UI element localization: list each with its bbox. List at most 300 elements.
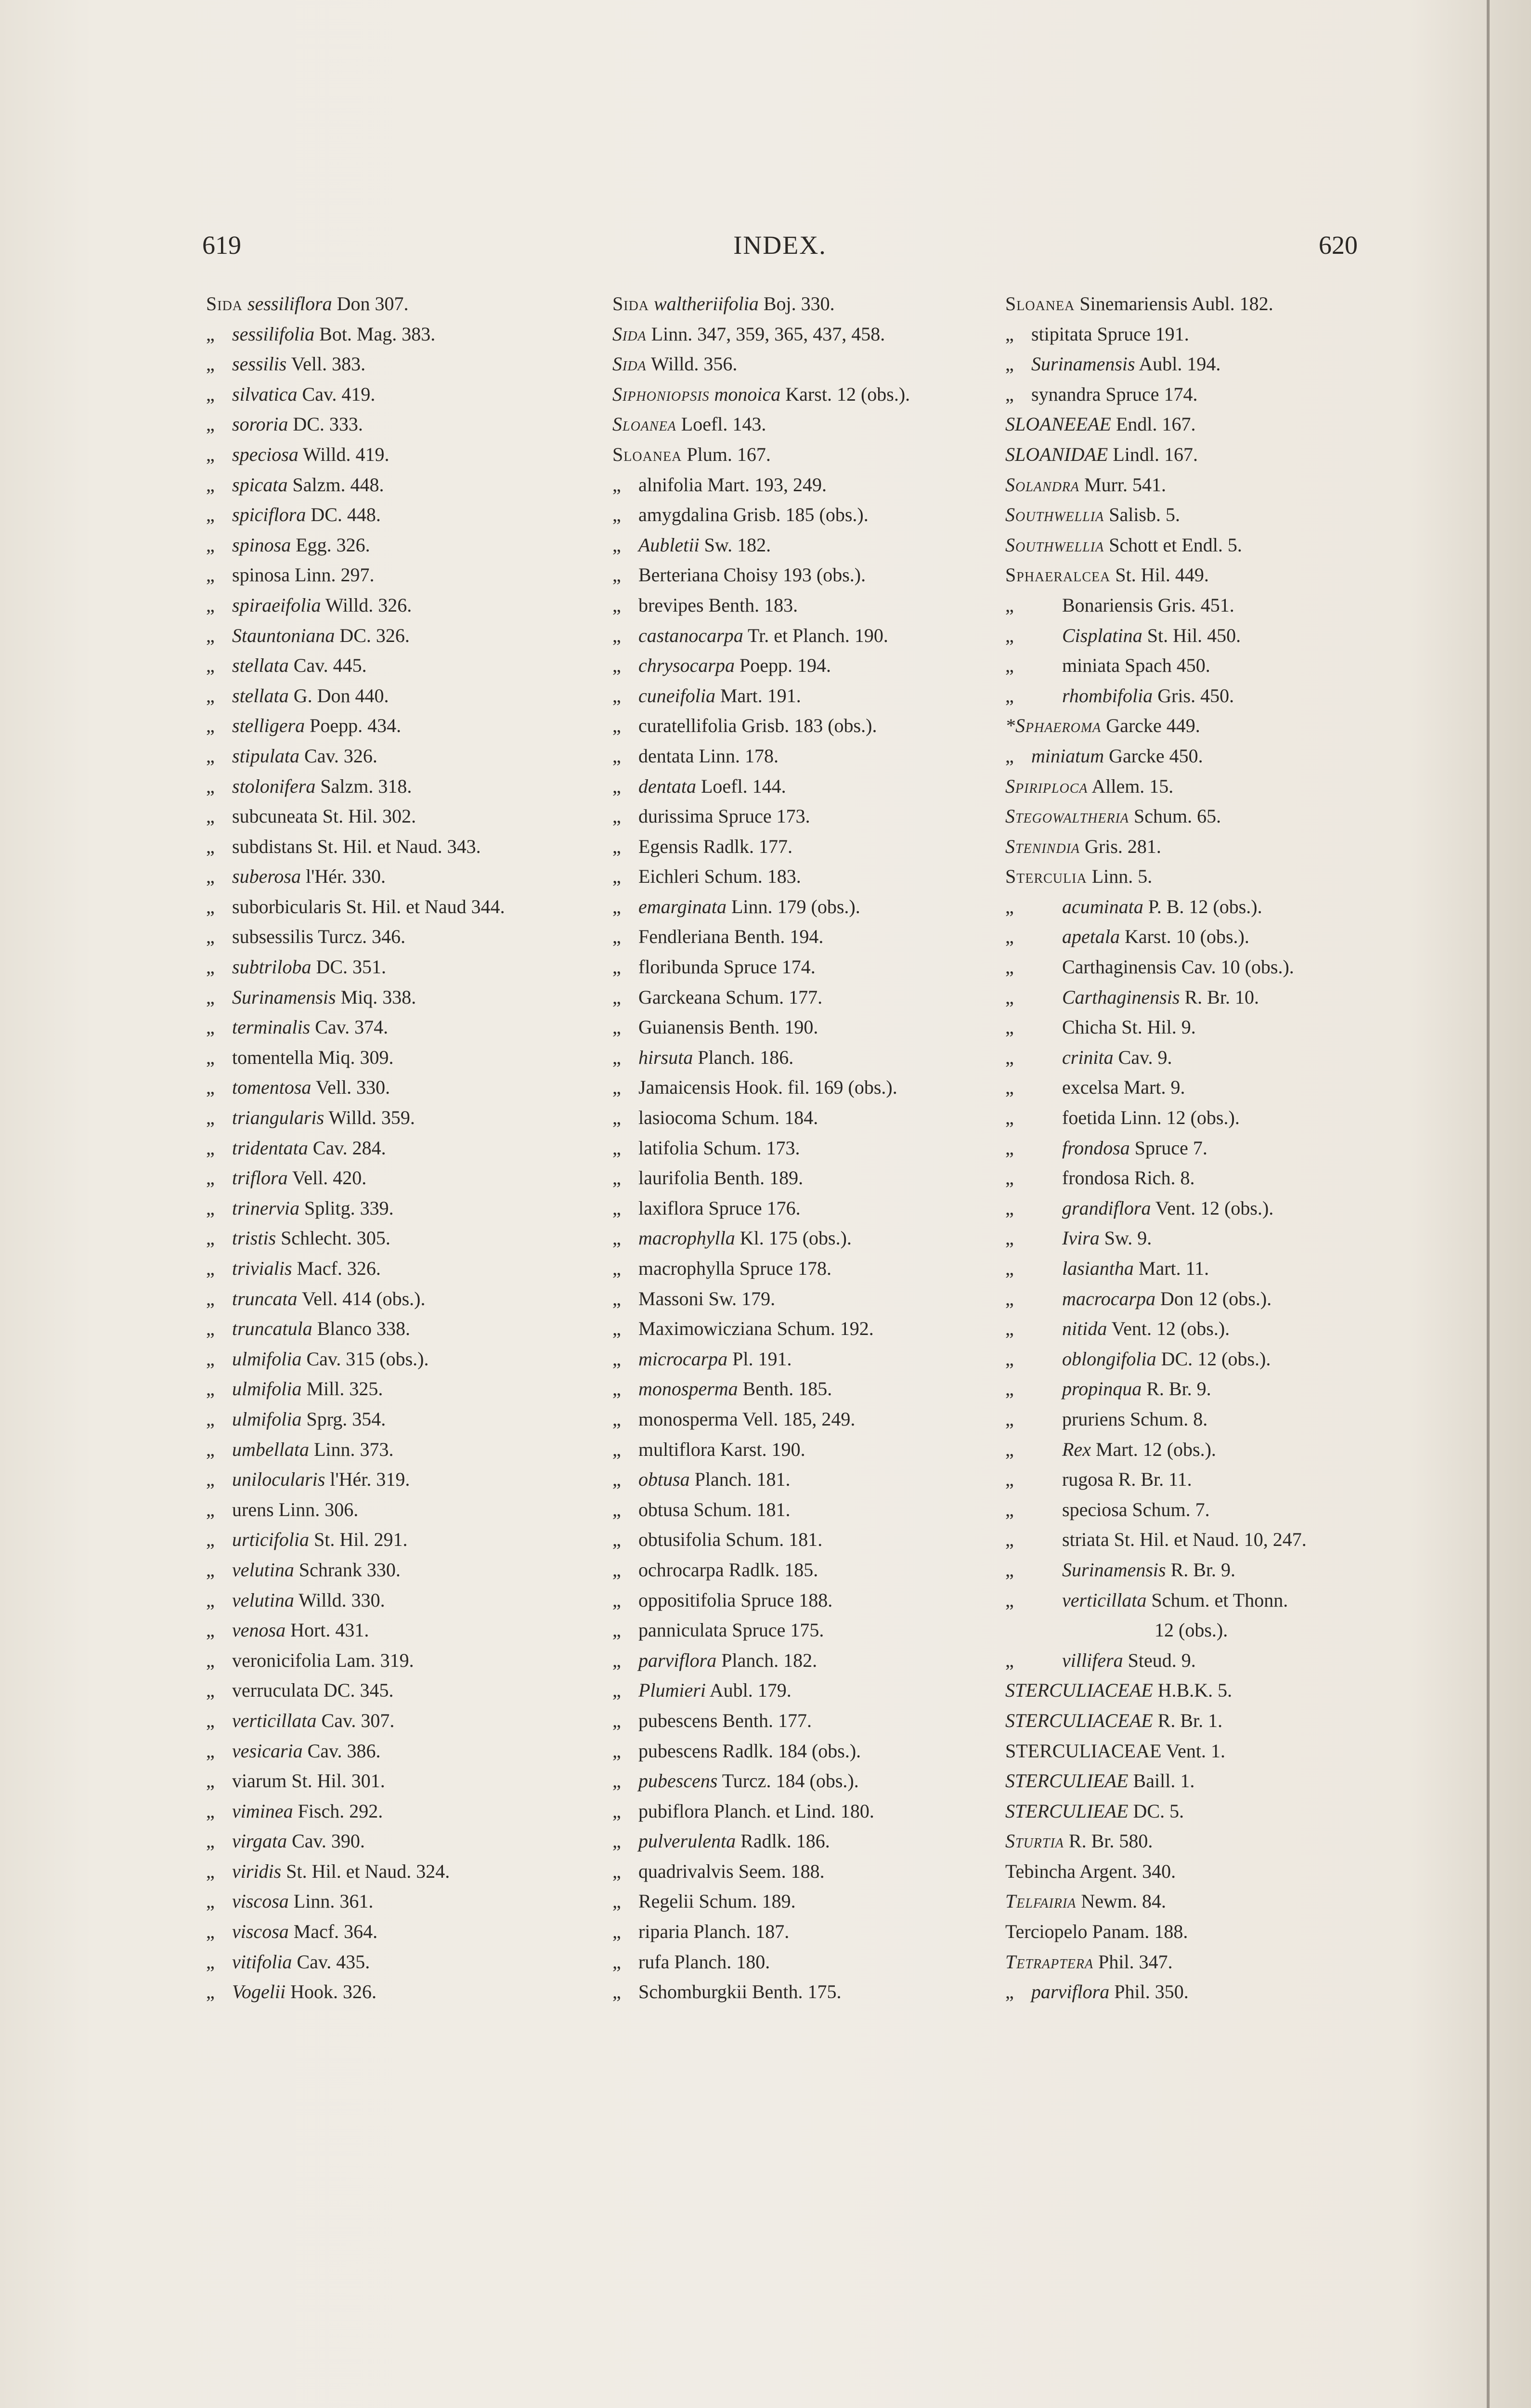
index-entry xyxy=(612,319,998,350)
family-name: STERCULIACEAE xyxy=(1005,1709,1153,1731)
ditto-mark: „ xyxy=(206,745,215,767)
species-name: subcuneata xyxy=(232,805,318,827)
species-epithet: grandiflora xyxy=(1062,1197,1151,1219)
ditto-mark: „ xyxy=(206,1197,215,1219)
ditto-mark: „ xyxy=(206,473,215,496)
index-entry xyxy=(206,982,601,1013)
index-entry xyxy=(1005,1344,1390,1374)
index-entry xyxy=(206,1706,601,1736)
species-epithet: acuminata xyxy=(1062,895,1143,917)
ditto-mark: „ xyxy=(206,1709,215,1731)
index-entry xyxy=(1005,500,1390,530)
species-name: laxiflora xyxy=(638,1197,704,1219)
author-reference: Mart. 9. xyxy=(1123,1076,1185,1099)
genus-name: Spiriploca xyxy=(1005,775,1088,797)
index-entry xyxy=(206,1435,601,1465)
species-name: Schomburgkii xyxy=(638,1981,747,2003)
species-name: suborbicularis xyxy=(232,895,341,917)
author-reference: St. Hil. 9. xyxy=(1121,1016,1196,1038)
species-epithet: chrysocarpa xyxy=(638,654,735,677)
author-reference: R. Br. 9. xyxy=(1170,1558,1236,1581)
species-epithet: stellata xyxy=(232,654,289,677)
ditto-mark: „ xyxy=(1005,654,1014,677)
species-name: stipitata xyxy=(1031,323,1092,345)
index-entry xyxy=(1005,801,1390,832)
ditto-mark: „ xyxy=(1005,1197,1014,1219)
index-entry xyxy=(612,590,998,621)
species-name: subsessilis xyxy=(232,926,313,948)
author-reference: Gris. 450. xyxy=(1157,684,1234,707)
author-reference: Linn. 12 (obs.). xyxy=(1120,1107,1240,1129)
species-name: Tebincha xyxy=(1005,1860,1076,1882)
species-name: monosperma xyxy=(638,1408,738,1430)
index-entry xyxy=(612,922,998,952)
author-reference: R. Br. 11. xyxy=(1118,1468,1192,1491)
author-reference: Loefl. 143. xyxy=(681,413,766,435)
index-entry xyxy=(1005,1675,1390,1706)
author-reference: Schum. 183. xyxy=(704,865,801,888)
index-entry xyxy=(1005,1585,1390,1616)
species-name: laurifolia xyxy=(638,1167,709,1189)
author-reference: Cav. 10 (obs.). xyxy=(1181,956,1294,978)
ditto-mark: „ xyxy=(206,1921,215,1943)
genus-name: Sloanea xyxy=(1005,293,1075,314)
ditto-mark: „ xyxy=(612,1468,621,1491)
genus-name: Stenindia xyxy=(1005,835,1080,857)
ditto-mark: „ xyxy=(206,1558,215,1581)
author-reference: Linn. 5. xyxy=(1091,865,1153,888)
index-entry xyxy=(206,500,601,530)
ditto-mark: „ xyxy=(1005,1438,1014,1460)
index-entry xyxy=(612,1947,998,1977)
index-entry xyxy=(1005,1012,1390,1043)
ditto-mark: „ xyxy=(206,1318,215,1340)
author-reference: Planch. 181. xyxy=(694,1468,791,1491)
species-epithet: virgata xyxy=(232,1830,287,1852)
index-entry xyxy=(206,1615,601,1646)
species-epithet: parviflora xyxy=(1031,1981,1110,2003)
species-epithet: stellata xyxy=(232,684,289,707)
species-name: striata xyxy=(1062,1529,1109,1551)
species-name: latifolia xyxy=(638,1137,699,1159)
genus-name: Sida xyxy=(206,293,243,314)
ditto-mark: „ xyxy=(612,1076,621,1099)
ditto-mark: „ xyxy=(206,1740,215,1762)
ditto-mark: „ xyxy=(206,1860,215,1882)
species-epithet: velutina xyxy=(232,1558,294,1581)
index-entry xyxy=(612,349,998,380)
index-entry xyxy=(612,892,998,922)
author-reference: St. Hil. et Naud 344. xyxy=(346,895,505,917)
species-name: pubescens xyxy=(638,1740,718,1762)
author-reference: Radlk. 186. xyxy=(740,1830,830,1852)
species-epithet: Aubletii xyxy=(638,534,700,556)
ditto-mark: „ xyxy=(1005,926,1014,948)
index-entry xyxy=(612,289,998,319)
author-reference: Schum. et Thonn. xyxy=(1151,1589,1288,1611)
author-reference: Radlk. 184 (obs.). xyxy=(722,1740,861,1762)
index-entry xyxy=(1005,1284,1390,1314)
species-epithet: sororia xyxy=(232,413,288,435)
ditto-mark: „ xyxy=(612,1197,621,1219)
author-reference: Don 307. xyxy=(337,293,409,314)
index-entry xyxy=(612,1344,998,1374)
species-epithet: emarginata xyxy=(638,895,727,917)
index-entry xyxy=(1005,1615,1390,1646)
species-epithet: villifera xyxy=(1062,1649,1123,1671)
author-reference: DC. 5. xyxy=(1133,1800,1184,1822)
ditto-mark: „ xyxy=(1005,1227,1014,1249)
index-entry xyxy=(206,1404,601,1435)
species-name: Egensis xyxy=(638,835,699,857)
index-entry xyxy=(612,1254,998,1284)
index-entry xyxy=(1005,1736,1390,1767)
ditto-mark: „ xyxy=(1005,1046,1014,1068)
index-entry xyxy=(206,862,601,892)
index-entry xyxy=(1005,1555,1390,1585)
genus-name: Telfairia xyxy=(1005,1890,1077,1912)
ditto-mark: „ xyxy=(612,1408,621,1430)
author-reference: Radlk. 177. xyxy=(703,835,792,857)
index-entry xyxy=(1005,1103,1390,1133)
author-reference: Karst. 10 (obs.). xyxy=(1124,926,1249,948)
author-reference: St. Hil. 450. xyxy=(1147,624,1241,646)
ditto-mark: „ xyxy=(206,594,215,616)
genus-name: Sphaeralcea xyxy=(1005,564,1111,586)
index-entry xyxy=(206,349,601,380)
author-reference: Garcke 450. xyxy=(1109,745,1203,767)
ditto-mark: „ xyxy=(612,1709,621,1731)
author-reference: Linn. 361. xyxy=(293,1890,374,1912)
index-entry xyxy=(1005,1133,1390,1164)
author-reference: Turcz. 346. xyxy=(318,926,406,948)
ditto-mark: „ xyxy=(612,564,621,586)
ditto-mark: „ xyxy=(1005,1981,1014,2003)
ditto-mark: „ xyxy=(612,1589,621,1611)
index-entry xyxy=(1005,862,1390,892)
author-reference: Aubl. 179. xyxy=(709,1679,791,1701)
page-title: INDEX. xyxy=(733,231,827,260)
index-entry xyxy=(1005,380,1390,410)
author-reference: Rich. 8. xyxy=(1134,1167,1195,1189)
index-entry xyxy=(206,832,601,862)
author-reference: Mart. 12 (obs.). xyxy=(1095,1438,1216,1460)
ditto-mark: „ xyxy=(206,684,215,707)
index-entry xyxy=(206,1103,601,1133)
species-epithet: pubescens xyxy=(638,1770,718,1792)
author-reference: Schum. 192. xyxy=(777,1318,874,1340)
author-reference: Salzm. 318. xyxy=(320,775,412,797)
species-name: amygdalina xyxy=(638,504,728,526)
author-reference: Mart. 11. xyxy=(1138,1257,1209,1279)
species-epithet: ulmifolia xyxy=(232,1408,302,1430)
species-epithet: trivialis xyxy=(232,1257,292,1279)
family-name: STERCULIEAE xyxy=(1005,1800,1129,1822)
index-entry xyxy=(612,1043,998,1073)
author-reference: Planch. 187. xyxy=(693,1921,790,1943)
index-entry xyxy=(1005,1435,1390,1465)
species-epithet: ulmifolia xyxy=(232,1378,302,1400)
ditto-mark: „ xyxy=(612,1921,621,1943)
ditto-mark: „ xyxy=(612,895,621,917)
ditto-mark: „ xyxy=(206,1408,215,1430)
author-reference: Hort. 431. xyxy=(290,1619,369,1641)
species-epithet: stelligera xyxy=(232,715,305,737)
species-epithet: suberosa xyxy=(232,865,301,888)
author-reference: Karst. 12 (obs.). xyxy=(785,383,910,405)
ditto-mark: „ xyxy=(1005,1167,1014,1189)
species-epithet: dentata xyxy=(638,775,696,797)
family-name: SLOANEEAE xyxy=(1005,413,1111,435)
author-reference: Sprg. 354. xyxy=(306,1408,386,1430)
author-reference: Willd. 330. xyxy=(298,1589,385,1611)
index-entry xyxy=(1005,1073,1390,1103)
ditto-mark: „ xyxy=(1005,1589,1014,1611)
ditto-mark: „ xyxy=(206,1890,215,1912)
species-name: excelsa xyxy=(1062,1076,1119,1099)
genus-name: Sida xyxy=(612,353,647,375)
genus-name: Southwellia xyxy=(1005,534,1104,556)
index-entry xyxy=(1005,560,1390,590)
species-epithet: viridis xyxy=(232,1860,282,1882)
index-entry xyxy=(206,1344,601,1374)
ditto-mark: „ xyxy=(206,1981,215,2003)
species-name: spinosa xyxy=(232,564,290,586)
species-epithet: tristis xyxy=(232,1227,276,1249)
author-reference: Lam. 319. xyxy=(335,1649,414,1671)
ditto-mark: „ xyxy=(206,383,215,405)
ditto-mark: „ xyxy=(206,1589,215,1611)
species-epithet: lasiantha xyxy=(1062,1257,1134,1279)
species-epithet: waltheriifolia xyxy=(654,293,759,314)
ditto-mark: „ xyxy=(1005,1287,1014,1309)
species-name: Berteriana xyxy=(638,564,719,586)
ditto-mark: „ xyxy=(612,1167,621,1189)
species-epithet: triflora xyxy=(232,1167,288,1189)
index-entry xyxy=(1005,1947,1390,1977)
species-name: Carthaginensis xyxy=(1062,956,1177,978)
index-entry xyxy=(206,651,601,681)
species-name: veronicifolia xyxy=(232,1649,331,1671)
species-epithet: venosa xyxy=(232,1619,286,1641)
species-name: Massoni xyxy=(638,1287,704,1309)
ditto-mark: „ xyxy=(206,504,215,526)
index-entry xyxy=(206,1163,601,1193)
species-name: panniculata xyxy=(638,1619,727,1641)
species-name: rugosa xyxy=(1062,1468,1114,1491)
species-name: brevipes xyxy=(638,594,704,616)
ditto-mark: „ xyxy=(612,1800,621,1822)
author-reference: Steud. 9. xyxy=(1128,1649,1196,1671)
index-entry xyxy=(206,711,601,741)
ditto-mark: „ xyxy=(1005,1016,1014,1038)
author-reference: Lindl. 167. xyxy=(1113,443,1198,465)
species-name: Eichleri xyxy=(638,865,700,888)
author-reference: Salzm. 448. xyxy=(292,473,384,496)
author-reference: Radlk. 185. xyxy=(728,1558,818,1581)
index-entry xyxy=(1005,1193,1390,1224)
species-epithet: verticillata xyxy=(232,1709,317,1731)
index-entry xyxy=(1005,470,1390,500)
author-reference: Poepp. 434. xyxy=(310,715,402,737)
index-entry xyxy=(206,289,601,319)
index-entry xyxy=(206,922,601,952)
index-entry xyxy=(206,1254,601,1284)
author-reference: Don 12 (obs.). xyxy=(1160,1287,1272,1309)
index-entry xyxy=(612,952,998,982)
ditto-mark: „ xyxy=(1005,1348,1014,1370)
species-epithet: castanocarpa xyxy=(638,624,743,646)
species-epithet: subtriloba xyxy=(232,956,311,978)
author-reference: Kl. 175 (obs.). xyxy=(740,1227,852,1249)
author-reference: Sw. 182. xyxy=(704,534,771,556)
index-entry xyxy=(1005,952,1390,982)
index-entry xyxy=(1005,1766,1390,1796)
author-reference: Spruce 174. xyxy=(1105,383,1198,405)
index-entry xyxy=(612,651,998,681)
author-reference: Schum. 177. xyxy=(725,986,823,1008)
ditto-mark: „ xyxy=(206,1348,215,1370)
genus-name: Sloanea xyxy=(612,413,676,435)
index-entry xyxy=(1005,1977,1390,2007)
species-epithet: monoica xyxy=(714,383,781,405)
index-entry xyxy=(612,530,998,561)
species-epithet: Cisplatina xyxy=(1062,624,1142,646)
author-reference: Benth. 190. xyxy=(728,1016,818,1038)
page-edge-line xyxy=(1487,0,1490,2408)
ditto-mark: „ xyxy=(1005,986,1014,1008)
author-reference: Linn. 179 (obs.). xyxy=(731,895,860,917)
species-epithet: velutina xyxy=(232,1589,294,1611)
index-entry xyxy=(612,1163,998,1193)
ditto-mark: „ xyxy=(612,1016,621,1038)
ditto-mark: „ xyxy=(612,1860,621,1882)
species-name: synandra xyxy=(1031,383,1101,405)
species-epithet: spiraeifolia xyxy=(232,594,321,616)
author-reference: Turcz. 184 (obs.). xyxy=(722,1770,859,1792)
genus-name: Tetraptera xyxy=(1005,1950,1094,1973)
index-entry xyxy=(612,1314,998,1344)
species-epithet: cuneifolia xyxy=(638,684,715,707)
ditto-mark: „ xyxy=(206,1619,215,1641)
ditto-mark: „ xyxy=(206,895,215,917)
index-entry xyxy=(612,862,998,892)
species-epithet: tomentosa xyxy=(232,1076,311,1099)
index-entry xyxy=(206,1585,601,1616)
ditto-mark: „ xyxy=(206,353,215,375)
author-reference: DC. 333. xyxy=(293,413,363,435)
author-reference: Vell. 420. xyxy=(292,1167,367,1189)
index-entry xyxy=(612,470,998,500)
ditto-mark: „ xyxy=(206,715,215,737)
species-name: Bonariensis xyxy=(1062,594,1153,616)
index-entry xyxy=(1005,1465,1390,1495)
index-entry xyxy=(612,1766,998,1796)
species-name: Maximowicziana xyxy=(638,1318,772,1340)
author-reference: DC. 351. xyxy=(316,956,387,978)
family-name: STERCULIEAE xyxy=(1005,1770,1129,1792)
species-epithet: obtusa xyxy=(638,1468,690,1491)
index-entry xyxy=(1005,1495,1390,1525)
ditto-mark: „ xyxy=(612,473,621,496)
species-epithet: miniatum xyxy=(1031,745,1104,767)
index-entry xyxy=(612,801,998,832)
index-entry xyxy=(206,1073,601,1103)
species-name: frondosa xyxy=(1062,1167,1129,1189)
author-reference: Spruce 174. xyxy=(723,956,816,978)
index-entry xyxy=(1005,1314,1390,1344)
index-entry xyxy=(612,1675,998,1706)
index-entry xyxy=(612,500,998,530)
index-entry xyxy=(1005,772,1390,802)
index-entry xyxy=(1005,319,1390,350)
species-epithet: frondosa xyxy=(1062,1137,1130,1159)
author-reference: Aubl. 182. xyxy=(1191,293,1273,314)
index-entry xyxy=(206,1495,601,1525)
author-reference: Gris. 451. xyxy=(1157,594,1234,616)
species-epithet: urticifolia xyxy=(232,1529,309,1551)
author-reference: Blanco 338. xyxy=(317,1318,410,1340)
index-entry xyxy=(206,1314,601,1344)
species-name: obtusa xyxy=(638,1498,689,1520)
page-number-left: 619 xyxy=(202,231,241,260)
ditto-mark: „ xyxy=(1005,353,1014,375)
ditto-mark: „ xyxy=(612,1950,621,1973)
species-name: subdistans xyxy=(232,835,312,857)
index-entry xyxy=(1005,711,1390,741)
ditto-mark: „ xyxy=(612,1137,621,1159)
index-entry xyxy=(206,801,601,832)
index-entry xyxy=(206,1886,601,1917)
index-entry xyxy=(612,380,998,410)
author-reference: Schlecht. 305. xyxy=(281,1227,390,1249)
ditto-mark: „ xyxy=(612,1227,621,1249)
index-entry xyxy=(612,1917,998,1947)
species-epithet: trinervia xyxy=(232,1197,299,1219)
species-epithet: tridentata xyxy=(232,1137,308,1159)
author-reference: Loefl. 144. xyxy=(701,775,786,797)
species-epithet: Ivira xyxy=(1062,1227,1100,1249)
ditto-mark: „ xyxy=(206,1016,215,1038)
ditto-mark: „ xyxy=(206,1950,215,1973)
ditto-mark: „ xyxy=(1005,895,1014,917)
index-entry xyxy=(206,772,601,802)
index-entry xyxy=(1005,922,1390,952)
genus-name: Sterculia xyxy=(1005,865,1087,888)
author-reference: l'Hér. 319. xyxy=(330,1468,410,1491)
species-epithet: Surinamensis xyxy=(1062,1558,1166,1581)
ditto-mark: „ xyxy=(1005,323,1014,345)
species-name: verruculata xyxy=(232,1679,319,1701)
ditto-mark: „ xyxy=(1005,684,1014,707)
species-epithet: macrocarpa xyxy=(1062,1287,1156,1309)
ditto-mark: „ xyxy=(206,443,215,465)
species-epithet: viscosa xyxy=(232,1921,289,1943)
species-epithet: unilocularis xyxy=(232,1468,325,1491)
species-epithet: triangularis xyxy=(232,1107,324,1129)
index-entry xyxy=(206,530,601,561)
species-epithet: apetala xyxy=(1062,926,1120,948)
family-name: SLOANIDAE xyxy=(1005,443,1108,465)
author-reference: Egg. 326. xyxy=(296,534,370,556)
author-reference: Spruce 173. xyxy=(718,805,810,827)
author-reference: St. Hil. 302. xyxy=(322,805,416,827)
ditto-mark: „ xyxy=(206,1227,215,1249)
ditto-mark: „ xyxy=(1005,1318,1014,1340)
ditto-mark: „ xyxy=(1005,1649,1014,1671)
author-reference: Schum. 181. xyxy=(693,1498,791,1520)
ditto-mark: „ xyxy=(612,956,621,978)
